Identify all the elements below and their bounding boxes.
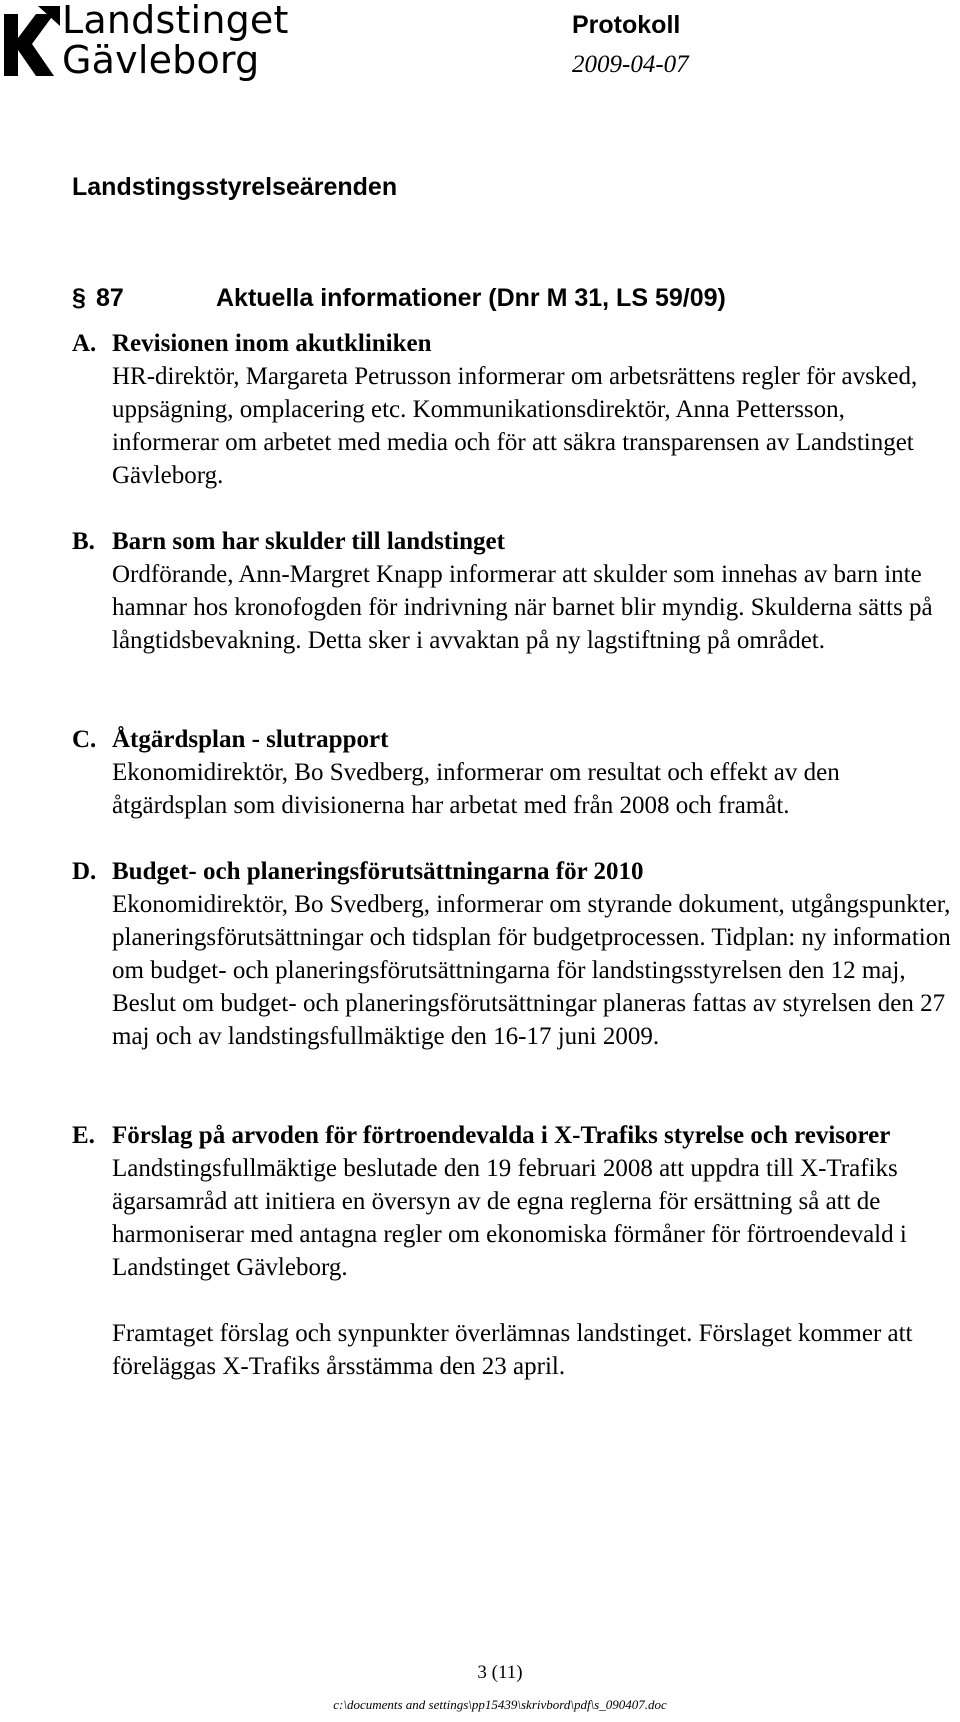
agenda-item-a bbox=[72, 327, 952, 492]
agenda-item-b bbox=[72, 525, 952, 657]
file-path: c:\documents and settings\pp15439\skrivbord\pdf\s_090407.doc bbox=[333, 1697, 667, 1712]
agenda-item-c bbox=[72, 723, 952, 822]
item-body: Ekonomidirektör, Bo Svedberg, informerar om resultat och effekt av den åtgärdsplan som divisionerna har arbetat med från 2008 och framåt. bbox=[112, 759, 840, 819]
item-body: Landstingsfullmäktige beslutade den 19 februari 2008 att uppdra till X-Trafiks ägarsamråd att initiera en översyn av de egna reglerna för ersättning så att de harmoniserar med antagna regler om ekonomiska förmåner för förtroendevald i Landstinget Gävleborg. bbox=[112, 1155, 907, 1281]
item-body: HR-direktör, Margareta Petrusson informerar om arbetsrättens regler för avsked, uppsägning, omplacering etc. Kommunikationsdirektör, Anna Pettersson, informerar om arbetet med media och för att säkra transparensen av Landstinget Gävleborg. bbox=[112, 363, 918, 489]
item-body: Framtaget förslag och synpunkter överlämnas landstinget. Förslaget kommer att föreläggas X-Trafiks årsstämma den 23 april. bbox=[112, 1320, 913, 1380]
logo-line-1: Landstinget bbox=[62, 0, 289, 42]
item-body: Ordförande, Ann-Margret Knapp informerar att skulder som innehas av barn inte hamnar hos kronofogden för indrivning när barnet blir myndig. Skulderna sätts på långtidsbevakning. Detta sker i avvaktan på ny lagstiftning på området. bbox=[112, 561, 933, 654]
item-heading: Barn som har skulder till landstinget bbox=[112, 528, 505, 555]
item-heading: Förslag på arvoden för förtroendevalda i X-Trafiks styrelse och revisorer bbox=[112, 1122, 891, 1149]
agenda-item-d bbox=[72, 855, 952, 1053]
item-letter: A. bbox=[72, 330, 97, 357]
section-mark: § bbox=[72, 284, 86, 312]
organization-logo bbox=[0, 0, 289, 95]
item-letter: C. bbox=[72, 726, 97, 753]
item-letter: E. bbox=[72, 1122, 95, 1149]
document-date: 2009-04-07 bbox=[572, 51, 689, 78]
landstinget-logo-mark-icon bbox=[2, 4, 62, 82]
page-number: 3 (11) bbox=[477, 1662, 523, 1683]
item-heading: Budget- och planeringsförutsättningarna för 2010 bbox=[112, 858, 644, 885]
item-heading: Åtgärdsplan - slutrapport bbox=[112, 726, 389, 753]
item-heading: Revisionen inom akutkliniken bbox=[112, 330, 432, 357]
item-body: Ekonomidirektör, Bo Svedberg, informerar om styrande dokument, utgångspunkter, planeringsförutsättningar och tidsplan för budgetprocessen. Tidplan: ny information om budget- och planeringsförutsättningarna för landstingsstyrelsen den 12 maj, Beslut om budget- och planeringsförutsättningar planeras fattas av styrelsen den 27 maj och av landstingsfullmäktige den 16-17 juni 2009. bbox=[112, 891, 951, 1050]
section-title: Landstingsstyrelseärenden bbox=[72, 173, 398, 201]
item-letter: B. bbox=[72, 528, 95, 555]
document-header bbox=[572, 10, 689, 80]
logo-wordmark bbox=[62, 0, 289, 80]
document-type: Protokoll bbox=[572, 11, 681, 39]
item-letter: D. bbox=[72, 858, 97, 885]
agenda-item-e bbox=[72, 1119, 952, 1383]
paragraph-title: Aktuella informationer (Dnr M 31, LS 59/09) bbox=[216, 284, 726, 312]
paragraph-number: 87 bbox=[96, 284, 124, 312]
logo-line-2: Gävleborg bbox=[62, 38, 260, 82]
